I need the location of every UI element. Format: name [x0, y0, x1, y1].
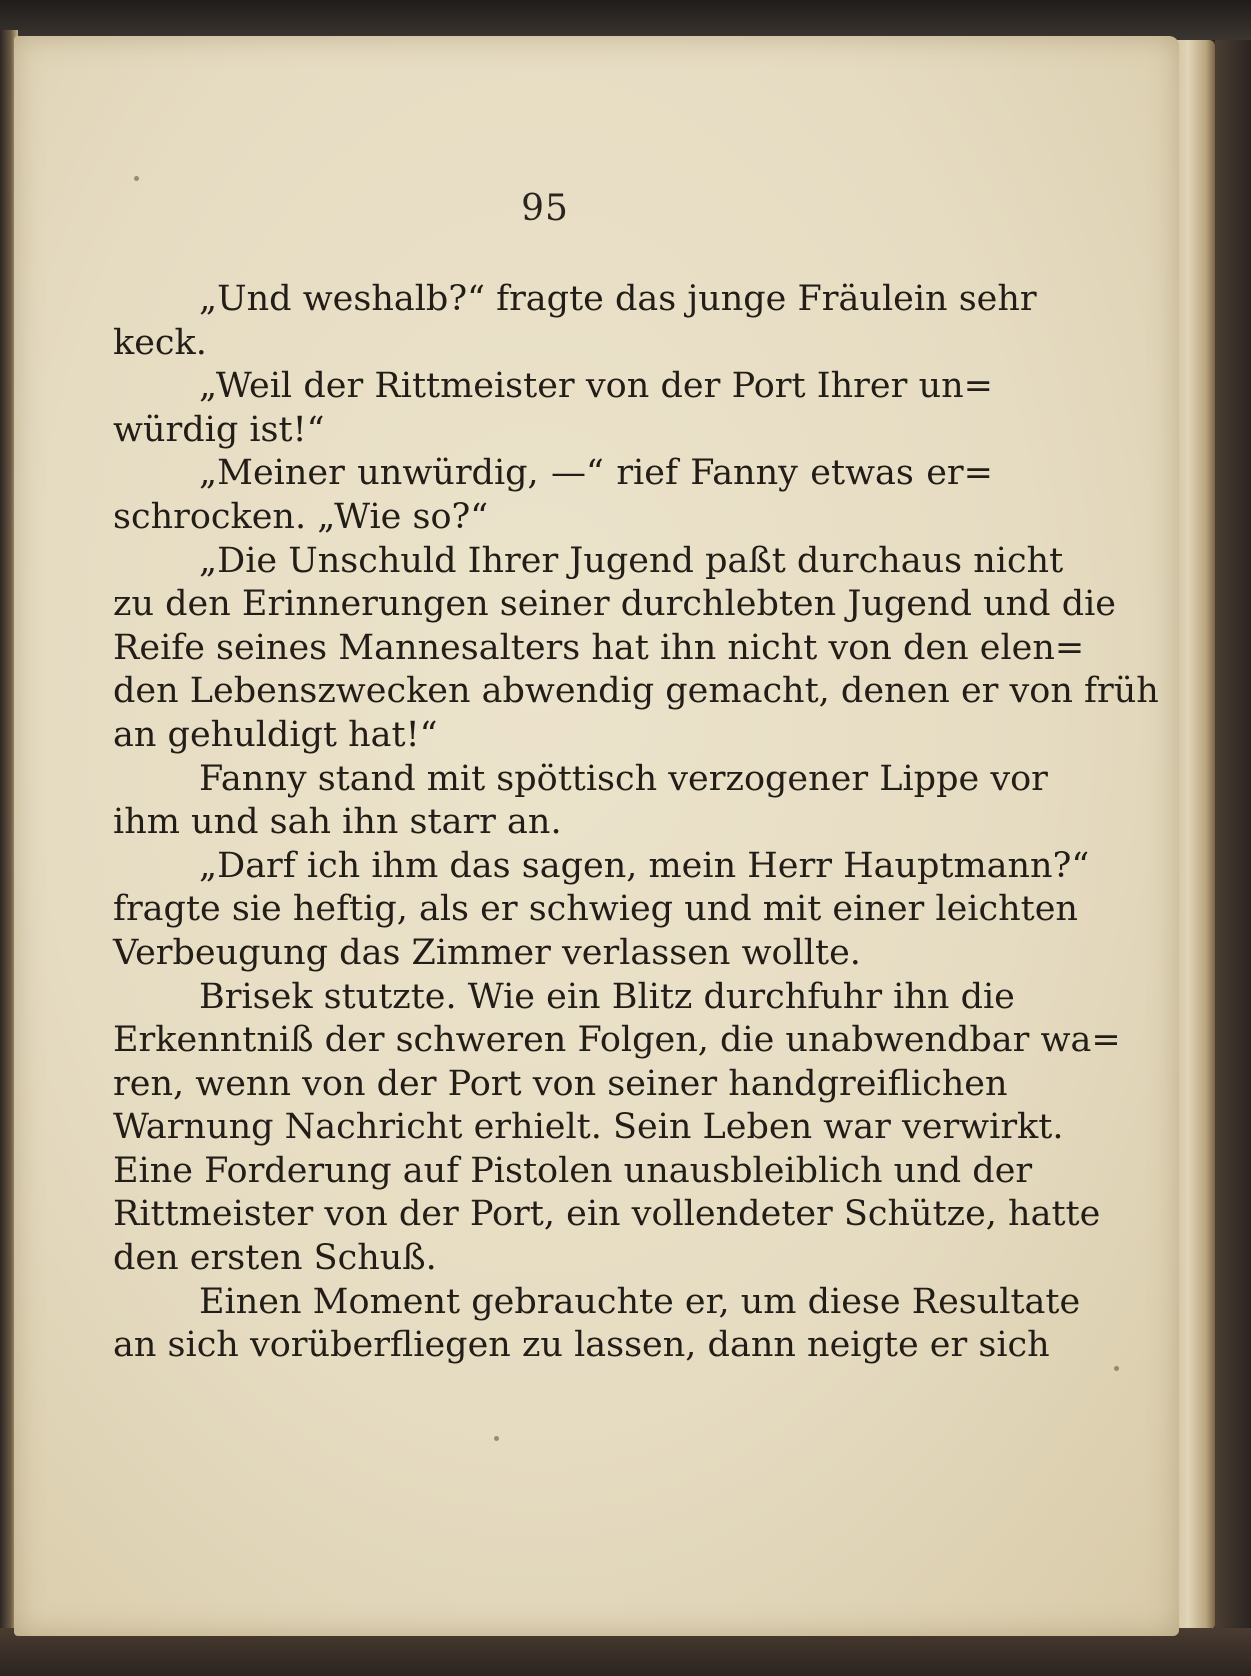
book-spine-right	[1215, 40, 1251, 1640]
text-line: Reife seines Mannesalters hat ihn nicht von den elen=	[113, 627, 1085, 668]
text-line: Rittmeister von der Port, ein vollendeter Schütze, hatte	[113, 1194, 1101, 1235]
text-line: Verbeugung das Zimmer verlassen wollte.	[113, 932, 861, 973]
text-line: Brisek stutzte. Wie ein Blitz durchfuhr ihn die	[199, 976, 1015, 1017]
text-line: zu den Erinnerungen seiner durchlebten Jugend und die	[113, 584, 1117, 625]
text-line: „Weil der Rittmeister von der Port Ihrer un=	[199, 366, 993, 407]
text-line: „Darf ich ihm das sagen, mein Herr Hauptmann?“	[199, 845, 1090, 886]
text-line: würdig ist!“	[113, 409, 325, 450]
text-line: „Meiner unwürdig, —“ rief Fanny etwas er=	[199, 453, 993, 494]
text-line: Fanny stand mit spöttisch verzogener Lippe vor	[199, 758, 1048, 799]
text-line: keck.	[113, 322, 207, 363]
text-line: Eine Forderung auf Pistolen unausbleiblich und der	[113, 1150, 1033, 1191]
text-line: an sich vorüberfliegen zu lassen, dann neigte er sich	[113, 1325, 1050, 1366]
text-line: an gehuldigt hat!“	[113, 714, 438, 755]
text-line: Einen Moment gebrauchte er, um diese Resultate	[199, 1281, 1081, 1322]
book-binding-top	[0, 0, 1251, 40]
text-line: schrocken. „Wie so?“	[113, 496, 489, 537]
page-number: 95	[521, 188, 569, 229]
text-line: „Und weshalb?“ fragte das junge Fräulein sehr	[199, 279, 1037, 319]
paper-speck	[134, 176, 139, 181]
text-line: Warnung Nachricht erhielt. Sein Leben war verwirkt.	[113, 1107, 1064, 1148]
paper-speck	[494, 1436, 499, 1441]
body-text	[113, 278, 1159, 1368]
paper-speck	[1114, 1366, 1119, 1371]
text-line: den ersten Schuß.	[113, 1238, 437, 1279]
text-line: Erkenntniß der schweren Folgen, die unabwendbar wa=	[113, 1020, 1121, 1061]
text-line: fragte sie heftig, als er schwieg und mit einer leichten	[113, 889, 1078, 930]
text-line: „Die Unschuld Ihrer Jugend paßt durchaus nicht	[199, 540, 1064, 581]
text-line: ren, wenn von der Port von seiner handgreiflichen	[113, 1063, 1008, 1104]
text-line: den Lebenszwecken abwendig gemacht, denen er von früh	[113, 671, 1159, 712]
text-line: ihm und sah ihn starr an.	[113, 802, 562, 843]
